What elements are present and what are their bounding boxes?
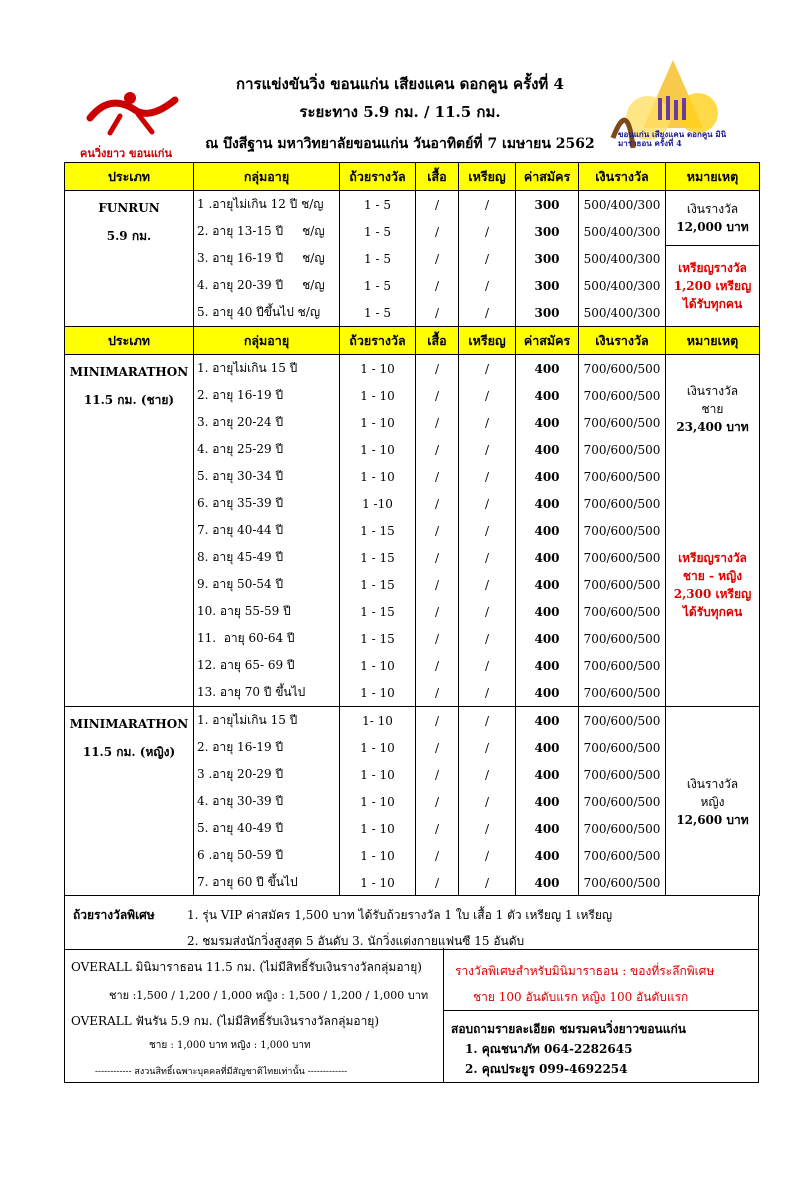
age-group: 5. อายุ 30-34 ปี [194,463,340,490]
column-header: หมายเหตุ [666,327,760,355]
age-group: 2. อายุ 16-19 ปี [194,382,340,409]
column-header: หมายเหตุ [666,163,760,191]
fee: 300 [516,299,579,327]
trophy: 1 - 10 [340,436,416,463]
event-distance: ระยะทาง 5.9 กม. / 11.5 กม. [299,103,501,121]
fee: 400 [516,842,579,869]
shirt: / [416,218,459,245]
event-title: การแข่งขันวิ่ง ขอนแก่น เสียงแคน ดอกคูน ครั้งที่ 4 [236,75,564,93]
note-line: 12,000 บาท [676,219,749,234]
fee: 400 [516,517,579,544]
category-distance: 11.5 กม. (หญิง) [82,745,176,759]
age-group: 13. อายุ 70 ปี ขึ้นไป [194,679,340,707]
trophy: 1 - 15 [340,544,416,571]
contact-1: 1. คุณชนาภัท 064-2282645 [465,1042,633,1056]
note-line: เงินรางวัล [686,776,739,791]
prize-money: 500/400/300 [579,191,666,219]
special-prize-line2: ชาย 100 อันดับแรก หญิง 100 อันดับแรก [473,990,689,1004]
overall-mini-prize: ชาย :1,500 / 1,200 / 1,000 หญิง : 1,500 / 1,200 / 1,000 บาท [109,989,429,1002]
header-row [65,327,760,355]
note-line: 12,600 บาท [676,812,749,827]
shirt: / [416,788,459,815]
shirt: / [416,815,459,842]
overall-fun: OVERALL ฟันรัน 5.9 กม. (ไม่มีสิทธิ์รับเงินรางวัลกลุ่มอายุ) [71,1014,380,1028]
event-venue: ณ บึงสีฐาน มหาวิทยาลัยขอนแก่น วันอาทิตย์ที่ 7 เมษายน 2562 [205,136,595,152]
age-group: 9. อายุ 50-54 ปี [194,571,340,598]
medal: / [459,517,516,544]
category-name: MINIMARATHON [69,717,189,731]
column-header: ถ้วยรางวัล [340,163,416,191]
shirt: / [416,245,459,272]
age-group: 11. อายุ 60-64 ปี [194,625,340,652]
fee: 400 [516,734,579,761]
overall-fun-prize: ชาย : 1,000 บาท หญิง : 1,000 บาท [149,1040,311,1051]
fee: 300 [516,218,579,245]
age-group: 6 .อายุ 50-59 ปี [194,842,340,869]
fee: 400 [516,788,579,815]
shirt: / [416,544,459,571]
fee: 400 [516,463,579,490]
shirt: / [416,272,459,299]
prize-money: 700/600/500 [579,355,666,383]
shirt: / [416,679,459,707]
prize-money: 700/600/500 [579,761,666,788]
table-row [65,707,760,735]
medal: / [459,272,516,299]
fee: 400 [516,544,579,571]
fee: 300 [516,191,579,219]
prize-money: 700/600/500 [579,544,666,571]
note-medal [666,245,760,327]
fee: 400 [516,869,579,896]
table-row [65,191,760,219]
medal: / [459,815,516,842]
shirt: / [416,409,459,436]
prize-money: 700/600/500 [579,679,666,707]
trophy: 1 - 10 [340,382,416,409]
note-prize-money-male [666,355,760,464]
special-trophies-line1: 1. รุ่น VIP ค่าสมัคร 1,500 บาท ได้รับถ้วยรางวัล 1 ใบ เสื้อ 1 ตัว เหรียญ 1 เหรียญ [187,908,613,922]
trophy: 1- 10 [340,707,416,735]
medal: / [459,382,516,409]
column-header: เงินรางวัล [579,163,666,191]
special-trophies-line2: 2. ชมรมส่งนักวิ่งสูงสุด 5 อันดับ 3. นักวิ่งแต่งกายแฟนซี 15 อันดับ [187,934,525,948]
age-group: 7. อายุ 40-44 ปี [194,517,340,544]
age-group: 3. อายุ 16-19 ปี ช/ญ [194,245,340,272]
contact-title: สอบถามรายละเอียด ชมรมคนวิ่งยาวขอนแก่น [451,1022,686,1036]
note-line: 23,400 บาท [676,420,749,434]
trophy: 1 - 10 [340,788,416,815]
column-header: เสื้อ [416,163,459,191]
medal: / [459,218,516,245]
column-header: ค่าสมัคร [516,163,579,191]
category-name: FUNRUN [98,201,160,215]
fee: 300 [516,245,579,272]
trophy: 1 - 5 [340,218,416,245]
prize-money: 700/600/500 [579,707,666,735]
contact-2: 2. คุณประยูร 099-4692254 [465,1062,628,1076]
note-line: ชาย [701,402,724,416]
prize-money: 500/400/300 [579,218,666,245]
header-row [65,163,760,191]
column-header: เหรียญ [459,163,516,191]
category-distance: 5.9 กม. [106,229,152,243]
special-prize-contact-box [443,948,758,1082]
shirt: / [416,191,459,219]
trophy: 1 - 10 [340,652,416,679]
age-group: 10. อายุ 55-59 ปี [194,598,340,625]
prize-money: 700/600/500 [579,652,666,679]
prize-money: 500/400/300 [579,245,666,272]
medal: / [459,625,516,652]
medal: / [459,355,516,383]
note-line: ได้รับทุกคน [682,604,743,619]
medal: / [459,652,516,679]
trophy: 1 - 10 [340,761,416,788]
medal: / [459,679,516,707]
shirt: / [416,382,459,409]
medal: / [459,761,516,788]
note-line: เหรียญรางวัล [678,550,747,565]
shirt: / [416,652,459,679]
shirt: / [416,490,459,517]
fee: 400 [516,707,579,735]
category-name: MINIMARATHON [69,365,189,379]
fee: 400 [516,625,579,652]
special-trophies [64,895,759,950]
prize-money: 700/600/500 [579,815,666,842]
fee: 400 [516,571,579,598]
fee: 400 [516,490,579,517]
age-group: 6. อายุ 35-39 ปี [194,490,340,517]
prize-money: 500/400/300 [579,299,666,327]
note-line: เงินรางวัล [686,384,739,398]
shirt: / [416,355,459,383]
fee: 400 [516,815,579,842]
fee: 400 [516,652,579,679]
prize-money: 700/600/500 [579,869,666,896]
special-trophies-title: ถ้วยรางวัลพิเศษ [73,908,155,922]
shirt: / [416,436,459,463]
shirt: / [416,869,459,896]
fee: 400 [516,679,579,707]
note-medal-all [666,463,760,707]
age-group: 4. อายุ 25-29 ปี [194,436,340,463]
prize-money: 700/600/500 [579,382,666,409]
trophy: 1 - 10 [340,409,416,436]
age-group: 3. อายุ 20-24 ปี [194,409,340,436]
column-header: ค่าสมัคร [516,327,579,355]
trophy: 1 - 5 [340,245,416,272]
prize-money: 700/600/500 [579,517,666,544]
medal: / [459,544,516,571]
prize-money: 700/600/500 [579,788,666,815]
shirt: / [416,761,459,788]
note-prize-money [666,191,760,246]
note-line: เหรียญรางวัล [678,260,747,275]
column-header: ประเภท [65,327,194,355]
shirt: / [416,598,459,625]
note-line: เงินรางวัล [686,201,739,216]
trophy: 1 - 5 [340,191,416,219]
medal: / [459,842,516,869]
trophy: 1 - 10 [340,355,416,383]
age-group: 1. อายุไม่เกิน 15 ปี [194,355,340,383]
shirt: / [416,571,459,598]
age-group: 1. อายุไม่เกิน 15 ปี [194,707,340,735]
trophy: 1 - 10 [340,869,416,896]
medal: / [459,571,516,598]
age-group: 7. อายุ 60 ปี ขึ้นไป [194,869,340,896]
medal: / [459,436,516,463]
trophy: 1 - 10 [340,463,416,490]
age-group: 8. อายุ 45-49 ปี [194,544,340,571]
prize-money: 700/600/500 [579,571,666,598]
shirt: / [416,734,459,761]
note-prize-money-female [666,707,760,897]
shirt: / [416,625,459,652]
age-group: 3 .อายุ 20-29 ปี [194,761,340,788]
prize-money: 700/600/500 [579,490,666,517]
category-cell [65,191,194,327]
category-distance: 11.5 กม. (ชาย) [83,393,175,407]
table-row [65,355,760,383]
fee: 400 [516,382,579,409]
medal: / [459,598,516,625]
special-prize-line1: รางวัลพิเศษสำหรับมินิมาราธอน : ของที่ระลึกพิเศษ [455,964,715,978]
prize-money: 700/600/500 [579,598,666,625]
column-header: เหรียญ [459,327,516,355]
prize-money: 700/600/500 [579,409,666,436]
age-group: 4. อายุ 30-39 ปี [194,788,340,815]
fee: 400 [516,761,579,788]
shirt: / [416,299,459,327]
age-group: 12. อายุ 65- 69 ปี [194,652,340,679]
trophy: 1 - 5 [340,272,416,299]
note-line: ได้รับทุกคน [682,296,743,311]
nationality-footnote: ------------ สงวนสิทธิ์เฉพาะบุคคลที่มีสัญชาติไทยเท่านั้น ------------- [95,1067,348,1077]
medal: / [459,490,516,517]
club-logo-text: คนวิ่งยาว ขอนแก่น [80,147,172,160]
age-group: 2. อายุ 16-19 ปี [194,734,340,761]
column-header: กลุ่มอายุ [194,163,340,191]
trophy: 1 - 15 [340,625,416,652]
trophy: 1 - 10 [340,679,416,707]
fee: 400 [516,436,579,463]
trophy: 1 - 5 [340,299,416,327]
medal: / [459,707,516,735]
fee: 400 [516,355,579,383]
trophy: 1 - 15 [340,571,416,598]
prize-money: 700/600/500 [579,842,666,869]
trophy: 1 - 10 [340,734,416,761]
medal: / [459,734,516,761]
trophy: 1 - 15 [340,598,416,625]
medal: / [459,869,516,896]
prize-money: 700/600/500 [579,463,666,490]
prize-money: 500/400/300 [579,272,666,299]
medal: / [459,788,516,815]
medal: / [459,463,516,490]
trophy: 1 - 15 [340,517,416,544]
prize-table [64,162,760,896]
prize-money: 700/600/500 [579,625,666,652]
overall-section [64,948,759,1083]
prize-money: 700/600/500 [579,436,666,463]
column-header: เงินรางวัล [579,327,666,355]
event-logo-text: ขอนแก่น เสียงแคน ดอกคูน มินิมาราธอน ครั้งที่ 4 [618,129,727,148]
note-line: 2,300 เหรียญ [673,586,752,601]
fee: 400 [516,598,579,625]
category-cell [65,355,194,707]
shirt: / [416,517,459,544]
note-line: 1,200 เหรียญ [673,278,752,293]
trophy: 1 - 10 [340,842,416,869]
column-header: ถ้วยรางวัล [340,327,416,355]
category-cell [65,707,194,897]
prize-money: 700/600/500 [579,734,666,761]
overall-box [65,948,444,1082]
medal: / [459,245,516,272]
fee: 400 [516,409,579,436]
shirt: / [416,463,459,490]
column-header: ประเภท [65,163,194,191]
fee: 300 [516,272,579,299]
overall-mini: OVERALL มินิมาราธอน 11.5 กม. (ไม่มีสิทธิ์รับเงินรางวัลกลุ่มอายุ) [71,960,422,974]
note-line: หญิง [700,794,725,809]
medal: / [459,299,516,327]
shirt: / [416,842,459,869]
age-group: 5. อายุ 40 ปีขึ้นไป ช/ญ [194,299,340,327]
age-group: 5. อายุ 40-49 ปี [194,815,340,842]
age-group: 2. อายุ 13-15 ปี ช/ญ [194,218,340,245]
trophy: 1 - 10 [340,815,416,842]
trophy: 1 -10 [340,490,416,517]
age-group: 4. อายุ 20-39 ปี ช/ญ [194,272,340,299]
shirt: / [416,707,459,735]
age-group: 1 .อายุไม่เกิน 12 ปี ช/ญ [194,191,340,219]
divider [443,1010,758,1011]
column-header: กลุ่มอายุ [194,327,340,355]
note-line: ชาย - หญิง [682,568,743,583]
column-header: เสื้อ [416,327,459,355]
medal: / [459,191,516,219]
medal: / [459,409,516,436]
